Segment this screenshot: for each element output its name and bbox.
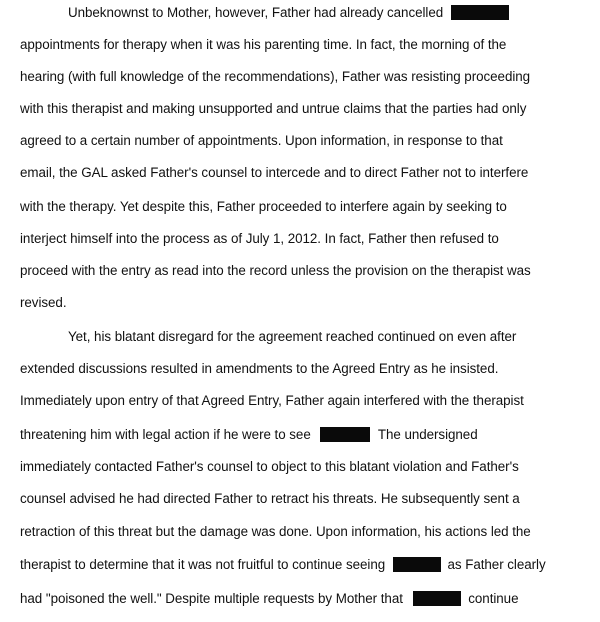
p1-line-8: interject himself into the process as of July 1, 2012. In fact, Father then refused to [20,231,499,246]
p1-line-4: with this therapist and making unsupported and untrue claims that the parties had only [20,101,527,116]
p1-line-1-text: Unbeknownst to Mother, however, Father had already cancelled [68,5,444,20]
p2-line-9-before: had "poisoned the well." Despite multiple requests by Mother that [20,591,403,606]
p1-line-6: email, the GAL asked Father's counsel to intercede and to direct Father not to interfere [20,165,529,180]
p2-line-2: extended discussions resulted in amendments to the Agreed Entry as he insisted. [20,361,499,376]
p2-line-8-after: as Father clearly [447,557,546,572]
p2-line-8-before: therapist to determine that it was not fruitful to continue seeing [20,557,386,572]
p2-line-6: counsel advised he had directed Father to retract his threats. He subsequently sent a [20,491,520,506]
p2-line-3: Immediately upon entry of that Agreed Entry, Father again interfered with the therapist [20,393,524,408]
p2-line-7: retraction of this threat but the damage was done. Upon information, his actions led the [20,524,531,539]
p1-line-1 [68,5,509,20]
p1-line-3: hearing (with full knowledge of the recommendations), Father was resisting proceeding [20,69,531,84]
p2-line-4-before: threatening him with legal action if he were to see [20,427,311,442]
p2-line-8 [20,557,546,572]
p1-line-7: with the therapy. Yet despite this, Father proceeded to interfere again by seeking to [20,199,507,214]
redaction-box [393,557,441,572]
p1-line-9: proceed with the entry as read into the record unless the provision on the therapist was [20,263,531,278]
p2-line-5: immediately contacted Father's counsel to object to this blatant violation and Father's [20,459,519,474]
p1-line-5: agreed to a certain number of appointments. Upon information, in response to that [20,133,503,148]
redaction-box [320,427,370,442]
redaction-box [451,5,509,20]
p2-line-4 [20,427,478,442]
p2-line-9 [20,591,518,606]
p2-line-1: Yet, his blatant disregard for the agreement reached continued on even after [68,329,517,344]
p2-line-4-after: The undersigned [377,427,478,442]
redaction-box [413,591,461,606]
p1-line-2: appointments for therapy when it was his parenting time. In fact, the morning of the [20,37,507,52]
p2-line-9-after: continue [468,591,519,606]
p1-line-10: revised. [20,295,67,310]
